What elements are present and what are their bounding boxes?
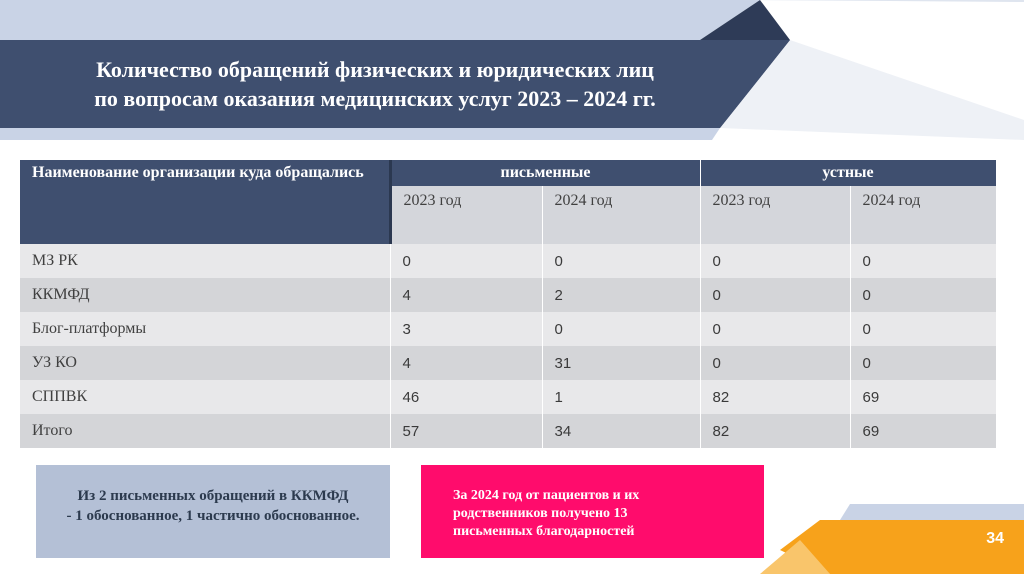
cell-written-2024: 0	[542, 312, 700, 346]
note-gratitude-line1: За 2024 год от пациентов и их	[453, 488, 640, 503]
footer-decoration	[760, 490, 1024, 574]
table-row	[20, 244, 996, 278]
cell-written-2024: 31	[542, 346, 700, 380]
table-row	[20, 278, 996, 312]
cell-written-2024: 2	[542, 278, 700, 312]
cell-oral-2024: 0	[850, 312, 996, 346]
cell-oral-2023: 82	[700, 380, 850, 414]
slide-title-line2: по вопросам оказания медицинских услуг 2023 – 2024 гг.	[94, 86, 656, 111]
cell-written-2024: 34	[542, 414, 700, 448]
row-name: ККМФД	[20, 278, 390, 312]
note-kkmfd-line2: - 1 обоснованное, 1 частично обоснованное.	[66, 508, 360, 524]
appeals-table	[20, 160, 996, 448]
table-row	[20, 380, 996, 414]
cell-oral-2024: 0	[850, 346, 996, 380]
cell-written-2024: 0	[542, 244, 700, 278]
header-oral: устные	[700, 160, 996, 186]
cell-oral-2023: 0	[700, 346, 850, 380]
cell-written-2024: 1	[542, 380, 700, 414]
header-year-written-2023: 2023 год	[390, 186, 542, 244]
header-organization: Наименование организации куда обращались	[20, 160, 390, 244]
note-kkmfd-line1: Из 2 письменных обращений в ККМФД	[77, 488, 349, 504]
header-year-oral-2023: 2023 год	[700, 186, 850, 244]
row-name: Итого	[20, 414, 390, 448]
cell-oral-2023: 0	[700, 312, 850, 346]
row-name: МЗ РК	[20, 244, 390, 278]
cell-written-2023: 3	[390, 312, 542, 346]
cell-written-2023: 0	[390, 244, 542, 278]
cell-oral-2024: 69	[850, 380, 996, 414]
cell-oral-2024: 69	[850, 414, 996, 448]
row-name: Блог-платформы	[20, 312, 390, 346]
slide-title	[0, 55, 750, 113]
table-row	[20, 346, 996, 380]
cell-written-2023: 57	[390, 414, 542, 448]
header-written: письменные	[390, 160, 700, 186]
header-year-written-2024: 2024 год	[542, 186, 700, 244]
cell-oral-2023: 0	[700, 278, 850, 312]
table-row-total	[20, 414, 996, 448]
cell-written-2023: 4	[390, 346, 542, 380]
cell-written-2023: 46	[390, 380, 542, 414]
cell-written-2023: 4	[390, 278, 542, 312]
cell-oral-2024: 0	[850, 278, 996, 312]
note-gratitude-line3: письменных благодарностей	[453, 524, 635, 539]
page-number: 34	[986, 530, 1004, 547]
note-kkmfd	[36, 465, 390, 558]
header-year-oral-2024: 2024 год	[850, 186, 996, 244]
note-gratitude	[421, 465, 764, 558]
slide-title-line1: Количество обращений физических и юридических лиц	[96, 57, 654, 82]
cell-oral-2023: 82	[700, 414, 850, 448]
table-row	[20, 312, 996, 346]
row-name: УЗ КО	[20, 346, 390, 380]
cell-oral-2023: 0	[700, 244, 850, 278]
note-gratitude-line2: родственников получено 13	[453, 506, 628, 521]
cell-oral-2024: 0	[850, 244, 996, 278]
row-name: СППВК	[20, 380, 390, 414]
